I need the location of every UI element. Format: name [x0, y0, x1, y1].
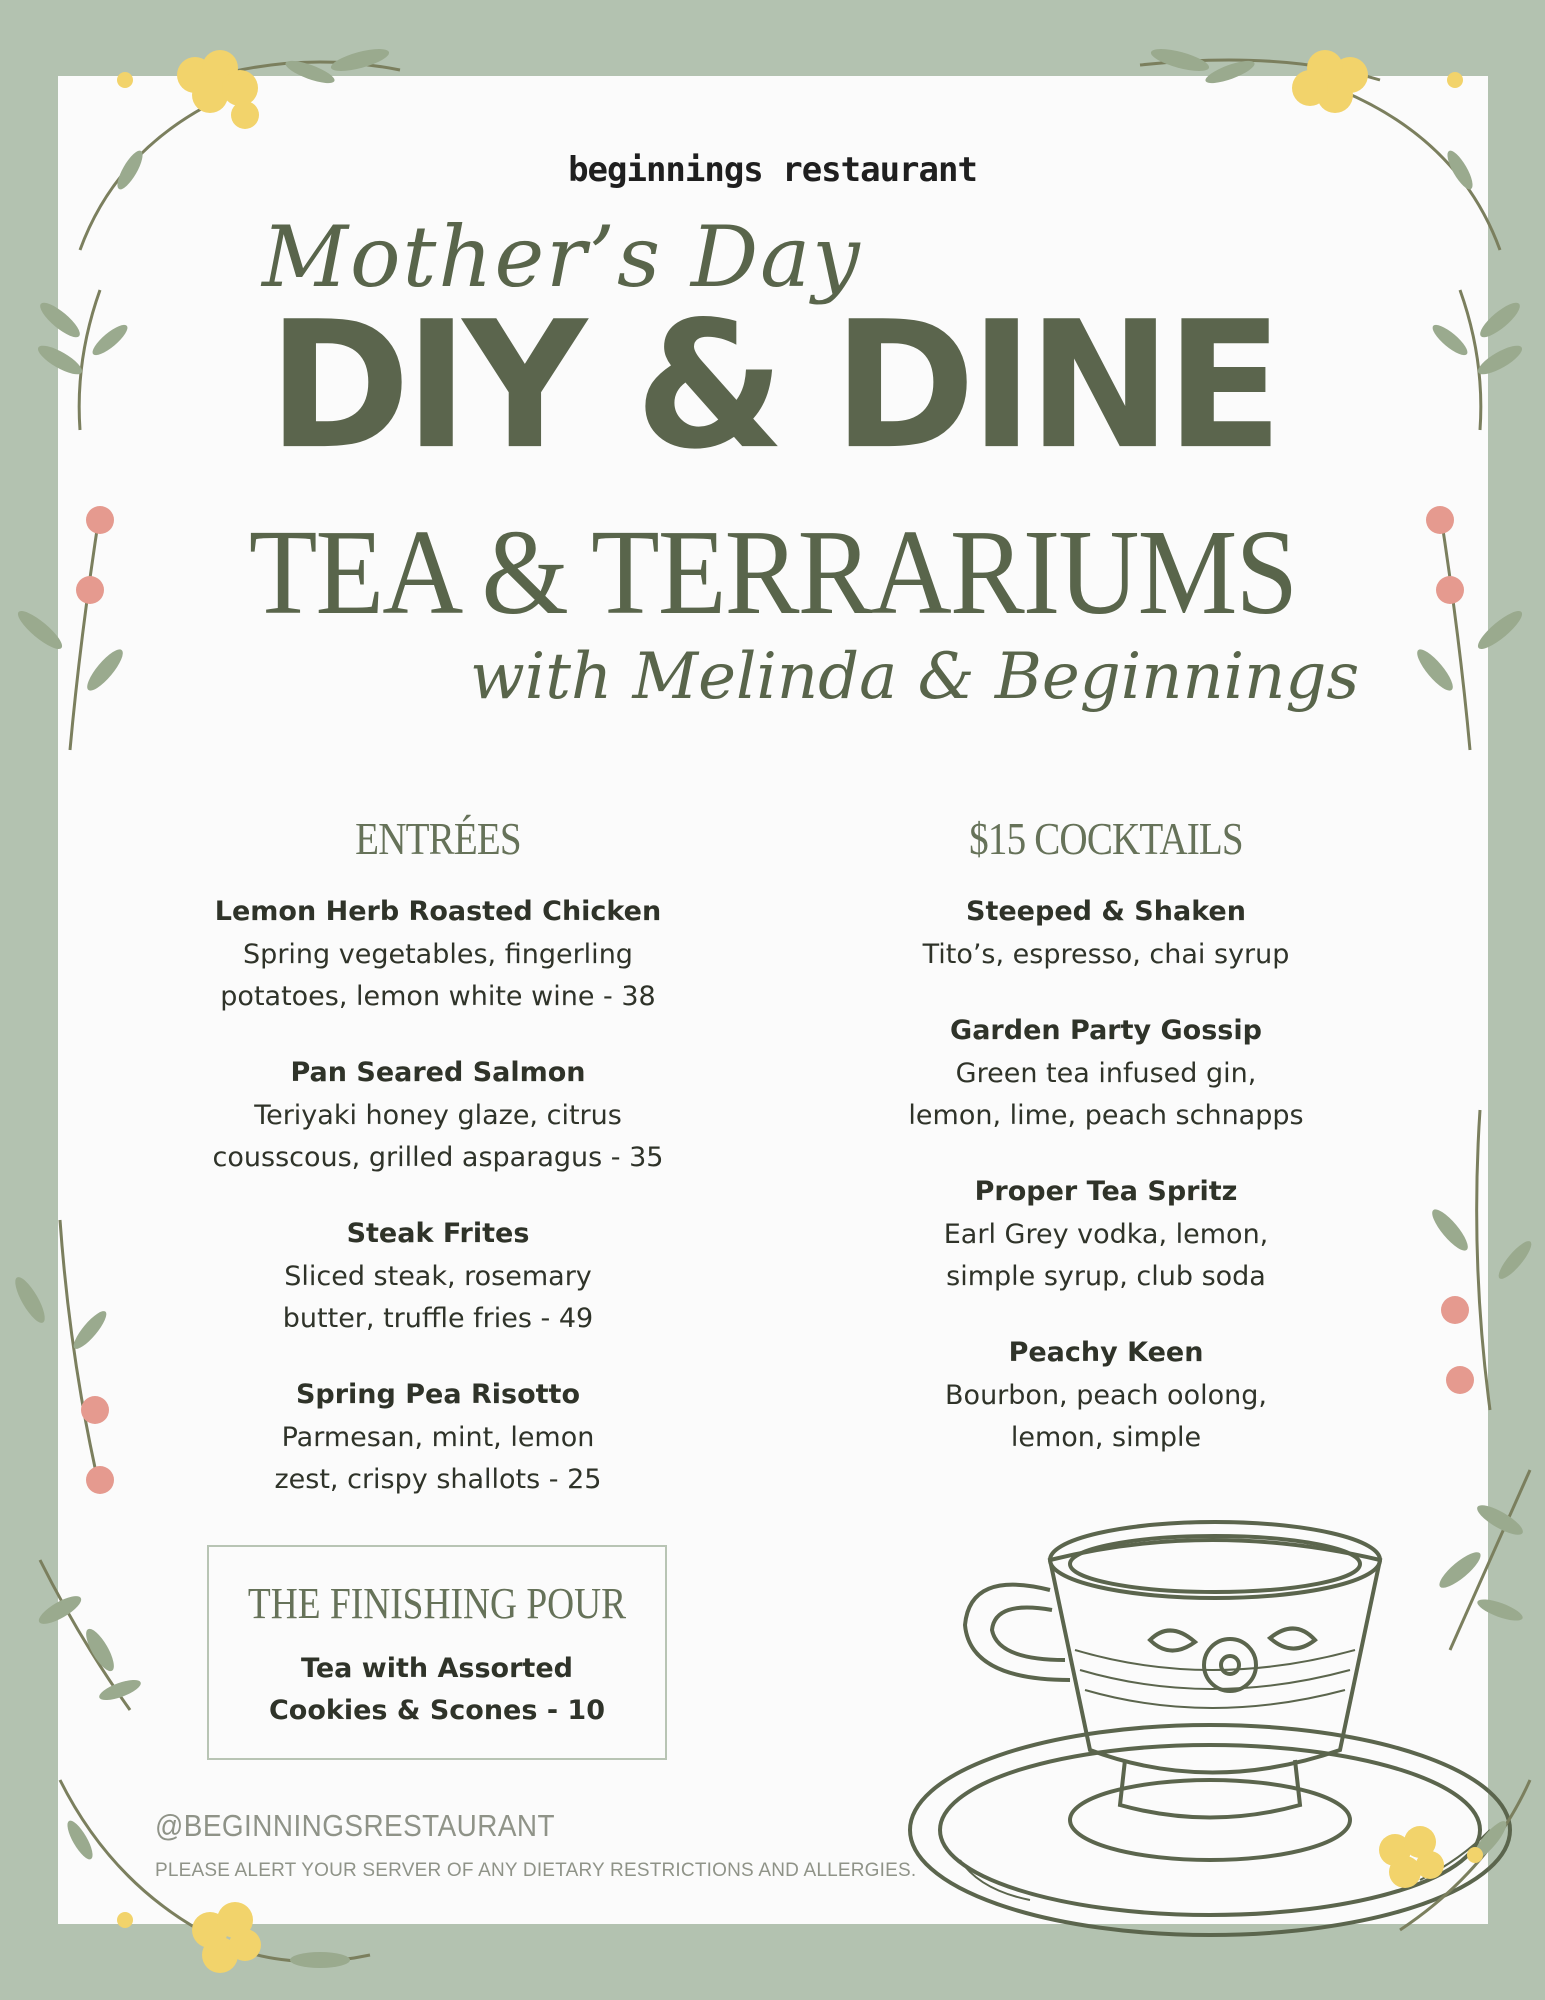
cocktail-desc: lemon, lime, peach schnapps [908, 1100, 1304, 1131]
pink-flower-stem-right-lower-icon [1420, 1110, 1540, 1410]
floral-corner-bottom-left-icon [40, 1780, 380, 1990]
entree-desc: butter, truffle fries - 49 [282, 1303, 594, 1334]
cocktail-name: Garden Party Gossip [950, 1015, 1262, 1046]
allergy-note: PLEASE ALERT YOUR SERVER OF ANY DIETARY RESTRICTIONS AND ALLERGIES. [155, 1860, 917, 1881]
entree-desc: potatoes, lemon white wine - 38 [220, 981, 656, 1012]
entree-desc: zest, crispy shallots - 25 [274, 1464, 602, 1495]
leaf-sprig-right-bottom-icon [1420, 1470, 1540, 1650]
cocktail-name: Proper Tea Spritz [974, 1176, 1238, 1207]
subtitle: TEA & TERRARIUMS [248, 505, 1297, 640]
cocktails-heading: $15 COCKTAILS [969, 813, 1243, 864]
main-title: DIY & DINE [267, 282, 1278, 488]
finishing-item: Cookies & Scones - 10 [268, 1695, 606, 1726]
floral-corner-top-left-icon [60, 20, 420, 250]
cocktail-desc: simple syrup, club soda [946, 1261, 1266, 1292]
leaf-sprig-left-icon [20, 280, 140, 430]
entree-desc: Teriyaki honey glaze, citrus [254, 1100, 622, 1131]
entree-name: Lemon Herb Roasted Chicken [214, 896, 662, 927]
restaurant-name: beginnings restaurant [568, 150, 977, 190]
entree-name: Spring Pea Risotto [295, 1379, 581, 1410]
cocktail-desc: Tito’s, espresso, chai syrup [922, 939, 1290, 970]
entree-name: Steak Frites [346, 1218, 530, 1249]
entree-desc: cousscous, grilled asparagus - 35 [212, 1142, 664, 1173]
finishing-heading: THE FINISHING POUR [247, 1579, 627, 1628]
cocktail-desc: Green tea infused gin, [955, 1058, 1257, 1089]
script-title: Mother’s Day [262, 208, 862, 306]
cocktail-name: Steeped & Shaken [966, 896, 1246, 927]
floral-corner-bottom-right-icon [1340, 1780, 1540, 1990]
leaf-sprig-right-icon [1420, 280, 1540, 430]
leaf-sprig-left-bottom-icon [20, 1560, 140, 1720]
cocktail-desc: Bourbon, peach oolong, [945, 1380, 1267, 1411]
floral-corner-top-right-icon [1120, 20, 1520, 250]
pink-flower-stem-right-icon [1410, 490, 1530, 750]
entree-name: Pan Seared Salmon [290, 1057, 586, 1088]
social-handle: @BEGINNINGSRESTAURANT [155, 1808, 556, 1843]
script-subtitle: with Melinda & Beginnings [470, 640, 1360, 714]
pink-flower-stem-left-icon [10, 490, 130, 750]
entree-desc: Spring vegetables, fingerling [243, 939, 633, 970]
cocktail-desc: lemon, simple [1010, 1422, 1202, 1453]
entree-desc: Sliced steak, rosemary [284, 1261, 592, 1292]
entrees-heading: ENTRÉES [355, 813, 521, 864]
cocktail-desc: Earl Grey vodka, lemon, [943, 1219, 1269, 1250]
finishing-item: Tea with Assorted [301, 1653, 573, 1684]
entree-desc: Parmesan, mint, lemon [281, 1422, 595, 1453]
cocktail-name: Peachy Keen [1008, 1337, 1204, 1368]
pink-flower-stem-left-lower-icon [10, 1220, 130, 1500]
